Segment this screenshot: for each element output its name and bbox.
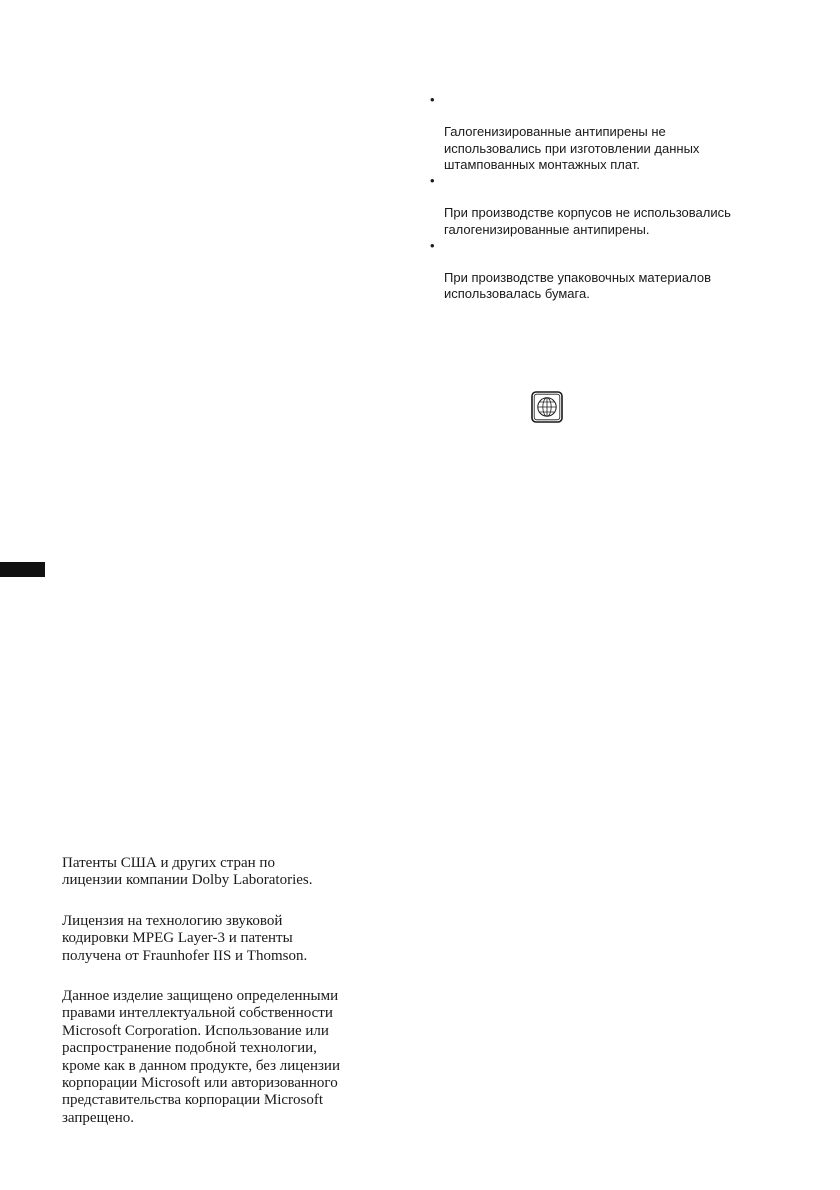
- list-item: [430, 173, 790, 238]
- microsoft-license-notice: Данное изделие защищено определенными правами интеллектуальной собственности Microsoft Corporation. Использование или распространение подобной технологии, кроме как в данном продукте, без лицензии корпорации Microsoft или авторизованного представительства корпорации Microsoft запрещено.: [62, 988, 340, 1126]
- list-item: [430, 238, 790, 303]
- dolby-license-notice: Патенты США и других стран по лицензии компании Dolby Laboratories.: [62, 855, 313, 889]
- list-item-text: Галогенизированные антипирены не использовались при изготовлении данных штампованных монтажных плат.: [444, 124, 700, 172]
- mpeg-license-notice: Лицензия на технологию звуковой кодировки MPEG Layer-3 и патенты получена от Fraunhofer IIS и Thomson.: [62, 913, 308, 964]
- list-item-text: При производстве упаковочных материалов использовалась бумага.: [444, 270, 711, 302]
- bullet-icon: •: [430, 237, 435, 253]
- page-edge-tab: [0, 562, 45, 577]
- globe-region-icon: [531, 391, 563, 423]
- bullet-icon: •: [430, 173, 435, 189]
- list-item: [430, 92, 790, 173]
- list-item-text: При производстве корпусов не использовались галогенизированные антипирены.: [444, 205, 731, 237]
- environmental-notes-list: [430, 92, 790, 303]
- bullet-icon: •: [430, 92, 435, 107]
